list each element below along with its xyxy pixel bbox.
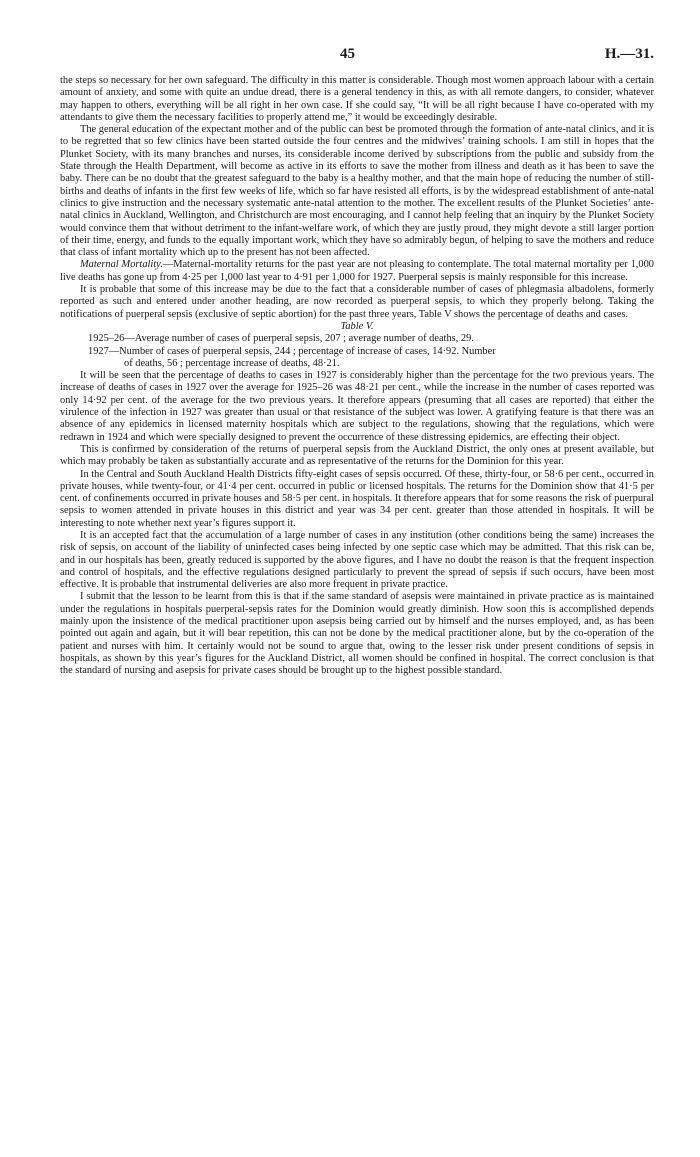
paragraph-3 — [60, 259, 654, 284]
paragraph-4: It is probable that some of this increase may be due to the fact that a considerable number of cases of phlegmasia albadolens, formerly reported as such and entered under another heading, are now recorded as puerperal sepsis, to which they properly belong. Taking the notifications of puerperal sepsis (exclusive of septic abortion) for the past three years, Table V shows the percentage of deaths and cases. — [60, 284, 654, 320]
paragraph-2: The general education of the expectant mother and of the public can best be promoted through the formation of ante-natal clinics, and it is to be regretted that so few clinics have been started outside the four centres and the midwives’ training schools. I am still in hopes that the Plunket Society, with its many branches and nurses, its considerable income derived by subscriptions from the public and subsidy from the State through the Health Department, will become as active in its efforts to save the mother from illness and death as it has been to save the baby. There can be no doubt that the greatest safeguard to the baby is a healthy mother, and that the main hope of reducing the number of still-births and deaths of infants in the first few weeks of life, which so far have resisted all efforts, is by the widespread establishment of ante-natal clinics to give instruction and the necessary systematic ante-natal attention to the mother. The excellent results of the Plunket Societies’ ante-natal clinics in Auckland, Wellington, and Christchurch are most encouraging, and I cannot help feeling that an inquiry by the Plunket Society would convince them that without detriment to the infant-welfare work, of which they are justly proud, they might devote a still larger portion of their time, energy, and funds to the equally important work, which they have so admirably begun, of helping to save the mothers and reduce that class of infant mortality which up to the present has not been affected. — [60, 124, 654, 259]
paragraph-6: This is confirmed by consideration of the returns of puerperal sepsis from the Auckland District, the only ones at present available, but which may probably be taken as substantially accurate and as representative of the returns for the Dominion for this year. — [60, 443, 654, 468]
paragraph-7: In the Central and South Auckland Health Districts fifty-eight cases of sepsis occurred. Of these, thirty-four, or 58·6 per cent., occurred in private houses, while twenty-four, or 41·4 per cent. occurred in public or licensed hospitals. The returns for the Dominion show that 41·5 per cent. of confinements occurred in private houses and 58·5 per cent. in hospitals. It therefore appears that for some reasons the risk of puerpural sepsis to women attended in private houses in this district and year was 34 per cent. greater than those attended in hospitals. It will be interesting to note whether next year’s figures support it. — [60, 468, 654, 529]
section-heading-maternal-mortality: Maternal Mortality. — [80, 259, 163, 271]
paragraph-5: It will be seen that the percentage of deaths to cases in 1927 is considerably higher than the percentage for the two previous years. The increase of deaths of cases in 1927 over the average for 1925–26 was 48·21 per cent., while the increase in the number of cases reported was only 14·92 per cent. of the average for the two previous years. It therefore appears (presuming that all cases are reported) that either the virulence of the infection in 1927 was greater than usual or that resistance of the subject was lower. A gratifying feature is that there was an absence of any epidemics in licensed maternity hospitals which are subject to the regulations, showing that the regulations, which were redrawn in 1924 and which were specially designed to prevent the occurrence of these distressing epidemics, are effecting their object. — [60, 370, 654, 443]
document-reference: H.—31. — [604, 46, 654, 62]
paragraph-3-text: —Maternal-mortality returns for the past year are not pleasing to contemplate. The total maternal mortality per 1,000 live deaths has gone up from 4·25 per 1,000 last year to 4·91 per 1,000 for 1927. Puerperal sepsis is mainly responsible for this increase. — [60, 259, 654, 283]
table-line-3: of deaths, 56 ; percentage increase of deaths, 48·21. — [124, 357, 340, 369]
document-body — [60, 75, 654, 678]
paragraph-1: the steps so necessary for her own safeguard. The difficulty in this matter is considerable. Though most women approach labour with a certain amount of anxiety, and some with quite an undue dread, there is a general tendency in this, as with all remote dangers, to consider, whatever may happen to others, everything will be all right in her own case. If she could say, “It will be all right because I have co-operated with my attendants to give them the necessary facilities to properly attend me,” it would be exceedingly desirable. — [60, 75, 654, 123]
paragraph-8: It is an accepted fact that the accumulation of a large number of cases in any institution (other conditions being the same) increases the risk of sepsis, on account of the liability of uninfected cases being infected by one septic case which may be admitted. That this risk can be, and in our hospitals has been, greatly reduced is supported by the above figures, and I have no doubt the reason is that the frequent inspection and control of hospitals, and the effective regulations designed particularly to prevent the spread of sepsis if such occurs, have been most effective. It is probable that instrumental deliveries are also more frequent in private practice. — [60, 529, 654, 591]
table-line-2: 1927—Number of cases of puerperal sepsis, 244 ; percentage of increase of cases, 14·92. Number — [88, 345, 496, 357]
page-number: 45 — [340, 46, 355, 62]
page-header — [60, 46, 654, 66]
table-title: Table V. — [340, 320, 374, 332]
table-line-1: 1925–26—Average number of cases of puerperal sepsis, 207 ; average number of deaths, 29. — [88, 333, 474, 345]
paragraph-9: I submit that the lesson to be learnt from this is that if the same standard of asepsis were maintained in private practice as is maintained under the regulations in hospitals puerperal-sepsis rates for the Dominion would greatly diminish. How soon this is accomplished depends mainly upon the insistence of the medical practitioner upon asepsis being carried out by himself and the nurses employed, and, as has been pointed out again and again, but it will bear repetition, this can not be done by the medical practitioner alone, but by the co-operation of the patient and nurses with him. It certainly would not be sound to argue that, owing to the lesser risk under present conditions of sepsis in hospitals, as shown by this year’s figures for the Auckland District, all women should be confined in hospital. The correct conclusion is that the standard of nursing and asepsis for private cases should be brought up to the highest possible standard. — [60, 591, 654, 677]
